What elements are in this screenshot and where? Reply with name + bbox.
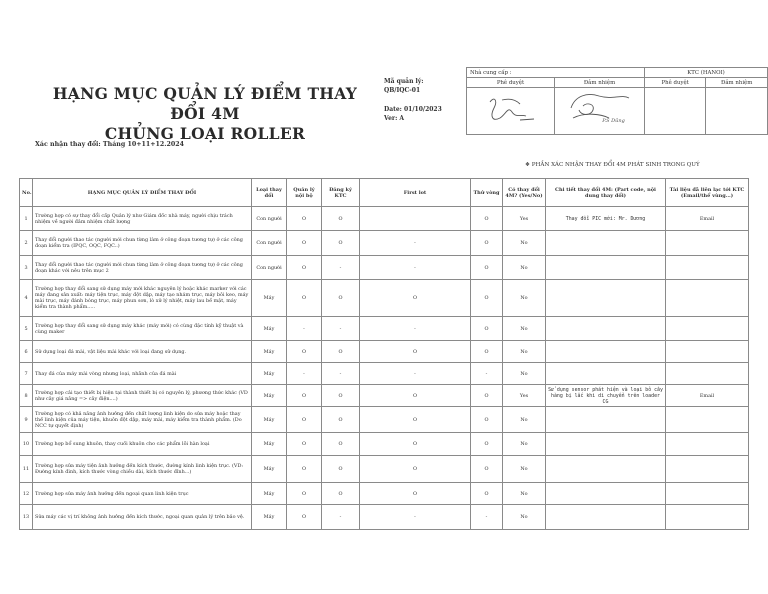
- signature-mark: [480, 92, 540, 128]
- cell-first-lot: O: [360, 483, 471, 505]
- ktc-approve-header: Phê duyệt: [645, 78, 706, 88]
- cell-trial: -: [471, 505, 503, 530]
- cell-yesno: No: [503, 505, 546, 530]
- cell-trial: O: [471, 433, 503, 456]
- doc-date: Date: 01/10/2023: [384, 106, 442, 113]
- cell-trial: -: [471, 363, 503, 385]
- cell-register: -: [322, 505, 360, 530]
- cell-first-lot: O: [360, 407, 471, 433]
- signature-name: P.S Dũng: [602, 118, 625, 124]
- cell-doc: [666, 407, 749, 433]
- cell-first-lot: [360, 207, 471, 231]
- cell-yesno: No: [503, 317, 546, 341]
- cell-detail: Thay đổi PIC mới: Mr. Dương: [546, 207, 666, 231]
- cell-detail: [546, 280, 666, 317]
- cell-trial: O: [471, 483, 503, 505]
- approval-table: [466, 67, 768, 135]
- supplier-incharge-header: Đảm nhiệm: [554, 78, 644, 88]
- cell-trial: O: [471, 317, 503, 341]
- cell-first-lot: O: [360, 341, 471, 363]
- cell-no: 2: [20, 231, 33, 256]
- cell-type: Máy: [252, 280, 287, 317]
- cell-yesno: No: [503, 231, 546, 256]
- cell-register: O: [322, 456, 360, 483]
- cell-yesno: No: [503, 363, 546, 385]
- table-row: [20, 385, 749, 407]
- table-row: [20, 207, 749, 231]
- cell-doc: [666, 317, 749, 341]
- cell-trial: O: [471, 456, 503, 483]
- cell-item: Trường hợp cải tạo thiết bị hiện tại thành thiết bị có nguyên lý, phương thức khác (VD như cây giá nâng => cây điện....): [33, 385, 252, 407]
- cell-yesno: No: [503, 433, 546, 456]
- col-trial: Thử vòng: [471, 179, 503, 207]
- cell-yesno: No: [503, 341, 546, 363]
- cell-type: Máy: [252, 363, 287, 385]
- ktc-incharge-header: Đảm nhiệm: [706, 78, 768, 88]
- cell-item: Trường hợp bổ sung khuôn, thay cuối khuôn cho các phẩm lõi hàn loại: [33, 433, 252, 456]
- doc-version: Ver: A: [384, 115, 405, 122]
- cell-type: Máy: [252, 483, 287, 505]
- cell-no: 12: [20, 483, 33, 505]
- cell-yesno: No: [503, 407, 546, 433]
- cell-register: -: [322, 363, 360, 385]
- cell-first-lot: O: [360, 385, 471, 407]
- cell-register: O: [322, 207, 360, 231]
- cell-internal: O: [287, 456, 322, 483]
- cell-detail: [546, 363, 666, 385]
- col-type: Loại thay đổi: [252, 179, 287, 207]
- supplier-incharge-signature: [554, 88, 644, 135]
- col-first-lot: First lot: [360, 179, 471, 207]
- page-title: [40, 84, 370, 144]
- cell-item: Sửa máy các vị trí không ảnh hưởng đến kích thước, ngoại quan quản lý trên bảo vệ.: [33, 505, 252, 530]
- cell-internal: O: [287, 407, 322, 433]
- cell-doc: [666, 483, 749, 505]
- cell-item: Trường hợp thay đổi sang sử dụng máy khác (máy mới) có cùng đặc tính kỹ thuật và cùng maker: [33, 317, 252, 341]
- cell-detail: Sử dụng sensor phát hiện và loại bỏ cây hàng bị lắc khi di chuyển trên loader CG: [546, 385, 666, 407]
- table-row: [20, 505, 749, 530]
- cell-item: Trường hợp thay đổi sang sử dụng máy mới khác nguyên lý hoặc khác marker với các máy đang sản xuất: máy tiện trục, máy đột dập, máy tạo nhám trục, máy bôi keo, máy mài trục, máy đánh bóng trục, máy phun sơn, lò xử lý nhiệt, máy lau bề mặt, máy kiểm tra thành phẩm.....: [33, 280, 252, 317]
- table-row: [20, 280, 749, 317]
- title-line-1: HẠNG MỤC QUẢN LÝ ĐIỂM THAY ĐỔI 4M: [52, 84, 358, 123]
- cell-type: Máy: [252, 341, 287, 363]
- cell-no: 9: [20, 407, 33, 433]
- cell-doc: Email: [666, 385, 749, 407]
- cell-yesno: No: [503, 280, 546, 317]
- cell-register: O: [322, 385, 360, 407]
- cell-item: Trường hợp có sự thay đổi cấp Quản lý như Giám đốc nhà máy, người chịu trách nhiệm về người đảm nhiệm chất lượng: [33, 207, 252, 231]
- cell-detail: [546, 483, 666, 505]
- cell-first-lot: -: [360, 363, 471, 385]
- cell-trial: O: [471, 385, 503, 407]
- ktc-label: KTC (HANOI): [645, 68, 768, 78]
- cell-doc: [666, 505, 749, 530]
- cell-register: O: [322, 341, 360, 363]
- col-document: Tài liệu đã liên lạc tới KTC (Email/thể vùng…): [666, 179, 749, 207]
- cell-detail: [546, 407, 666, 433]
- table-row: [20, 433, 749, 456]
- cell-no: 3: [20, 256, 33, 280]
- table-row: [20, 407, 749, 433]
- cell-internal: -: [287, 363, 322, 385]
- cell-item: Sử dụng loại đá mài, vật liệu mài khác với loại đang sử dụng.: [33, 341, 252, 363]
- cell-detail: [546, 505, 666, 530]
- cell-doc: [666, 456, 749, 483]
- col-no: No.: [20, 179, 33, 207]
- cell-internal: -: [287, 317, 322, 341]
- change-confirmation: Xác nhận thay đổi: Tháng 10+11+12.2024: [35, 141, 185, 148]
- cell-type: Máy: [252, 407, 287, 433]
- table-row: [20, 256, 749, 280]
- cell-doc: [666, 280, 749, 317]
- cell-internal: O: [287, 341, 322, 363]
- ktc-approve-signature: [645, 88, 706, 135]
- cell-internal: O: [287, 433, 322, 456]
- cell-internal: O: [287, 505, 322, 530]
- cell-no: 11: [20, 456, 33, 483]
- cell-item: Thay đổi người thao tác (người mới chưa từng làm ở công đoạn tương tự) ở các công đoạn kiểm tra (IPQC, OQC, FQC..): [33, 231, 252, 256]
- cell-type: Con người: [252, 207, 287, 231]
- cell-yesno: No: [503, 256, 546, 280]
- cell-item: Thay đá của máy mài vòng nhưng loại, nhãnh của đá mài: [33, 363, 252, 385]
- col-internal: Quản lý nội bộ: [287, 179, 322, 207]
- cell-register: O: [322, 280, 360, 317]
- cell-register: O: [322, 433, 360, 456]
- cell-doc: [666, 341, 749, 363]
- supplier-label: Nhà cung cấp :: [467, 68, 645, 78]
- cell-register: O: [322, 483, 360, 505]
- doc-code-label: Mã quản lý:: [384, 78, 424, 85]
- cell-internal: O: [287, 256, 322, 280]
- cell-trial: O: [471, 341, 503, 363]
- supplier-approve-header: Phê duyệt: [467, 78, 555, 88]
- col-has-change: Có thay đổi 4M? (Yes/No): [503, 179, 546, 207]
- section-note: ❖ PHẦN XÁC NHẬN THAY ĐỔI 4M PHÁT SINH TRONG QUÝ: [525, 162, 700, 168]
- col-register: Đăng ký KTC: [322, 179, 360, 207]
- cell-no: 13: [20, 505, 33, 530]
- cell-type: Máy: [252, 505, 287, 530]
- cell-internal: O: [287, 231, 322, 256]
- cell-type: Con người: [252, 231, 287, 256]
- cell-no: 6: [20, 341, 33, 363]
- ktc-incharge-signature: [706, 88, 768, 135]
- cell-internal: O: [287, 207, 322, 231]
- cell-trial: O: [471, 231, 503, 256]
- cell-doc: [666, 231, 749, 256]
- change-management-table: [19, 178, 749, 530]
- cell-first-lot: -: [360, 256, 471, 280]
- cell-doc: Email: [666, 207, 749, 231]
- cell-register: O: [322, 407, 360, 433]
- cell-first-lot: O: [360, 433, 471, 456]
- supplier-approve-signature: [467, 88, 555, 135]
- cell-first-lot: -: [360, 317, 471, 341]
- cell-no: 8: [20, 385, 33, 407]
- title-line-2: CHỦNG LOẠI ROLLER: [104, 124, 306, 143]
- cell-item: Trường hợp sửa máy tiện ảnh hưởng đến kích thước, đường kính linh kiện trục. (VD: Đường kính đinh, kích thước vòng chiều dài, kích thước đỉnh...): [33, 456, 252, 483]
- table-row: [20, 363, 749, 385]
- cell-register: -: [322, 256, 360, 280]
- cell-trial: O: [471, 207, 503, 231]
- table-row: [20, 483, 749, 505]
- cell-doc: [666, 433, 749, 456]
- cell-no: 1: [20, 207, 33, 231]
- cell-no: 10: [20, 433, 33, 456]
- cell-internal: O: [287, 385, 322, 407]
- cell-first-lot: -: [360, 231, 471, 256]
- cell-detail: [546, 317, 666, 341]
- cell-no: 7: [20, 363, 33, 385]
- cell-detail: [546, 456, 666, 483]
- cell-type: Con người: [252, 256, 287, 280]
- cell-internal: O: [287, 280, 322, 317]
- cell-item: Trường hợp sửa máy ảnh hưởng đến ngoại quan linh kiện trục: [33, 483, 252, 505]
- cell-first-lot: -: [360, 505, 471, 530]
- table-row: [20, 341, 749, 363]
- cell-type: Máy: [252, 317, 287, 341]
- cell-detail: [546, 256, 666, 280]
- cell-no: 5: [20, 317, 33, 341]
- cell-yesno: Yes: [503, 385, 546, 407]
- cell-trial: O: [471, 407, 503, 433]
- cell-register: O: [322, 231, 360, 256]
- cell-no: 4: [20, 280, 33, 317]
- cell-detail: [546, 231, 666, 256]
- cell-internal: O: [287, 483, 322, 505]
- cell-detail: [546, 341, 666, 363]
- table-row: [20, 456, 749, 483]
- cell-trial: O: [471, 280, 503, 317]
- cell-yesno: Yes: [503, 207, 546, 231]
- cell-item: Trường hợp có khả năng ảnh hưởng đến chất lượng linh kiện do sửa máy hoặc thay thế linh kiện của máy tiện, khuôn đột dập, máy mài, máy kiểm tra thành phẩm. (Do NCC tự quyết định): [33, 407, 252, 433]
- cell-yesno: No: [503, 483, 546, 505]
- col-item: HẠNG MỤC QUẢN LÝ ĐIỂM THAY ĐỔI: [33, 179, 252, 207]
- table-row: [20, 317, 749, 341]
- table-row: [20, 231, 749, 256]
- doc-code-value: QB/IQC-01: [384, 87, 421, 94]
- cell-register: -: [322, 317, 360, 341]
- cell-doc: [666, 256, 749, 280]
- cell-detail: [546, 433, 666, 456]
- cell-type: Máy: [252, 433, 287, 456]
- cell-doc: [666, 363, 749, 385]
- cell-first-lot: O: [360, 280, 471, 317]
- cell-yesno: No: [503, 456, 546, 483]
- col-detail: Chi tiết thay đổi 4M: (Part code, nội dung thay đổi): [546, 179, 666, 207]
- cell-item: Thay đổi người thao tác (người mới chưa từng làm ở công đoạn tương tự) ở các công đoạn khác với nêu trên mục 2: [33, 256, 252, 280]
- cell-first-lot: O: [360, 456, 471, 483]
- cell-type: Máy: [252, 385, 287, 407]
- cell-type: Máy: [252, 456, 287, 483]
- table-header-row: [20, 179, 749, 207]
- cell-trial: O: [471, 256, 503, 280]
